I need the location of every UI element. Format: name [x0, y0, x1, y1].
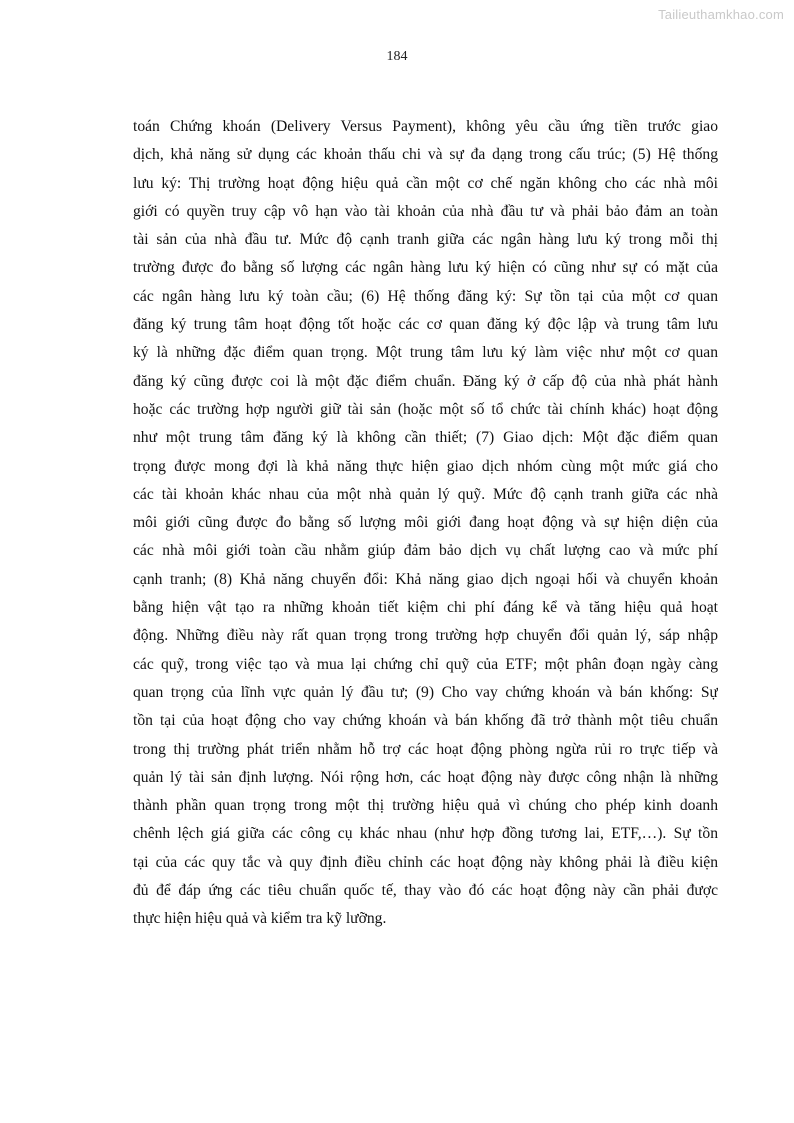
text-line: các quỹ, trong việc tạo và mua lại chứng chỉ quỹ của ETF; một phân đoạn ngày càng — [133, 655, 718, 673]
text-line: trọng được mong đợi là khả năng thực hiện giao dịch nhóm cùng một mức giá cho — [133, 457, 718, 475]
text-line: các nhà môi giới toàn cầu nhằm giúp đảm bảo dịch vụ chất lượng cao và mức phí — [133, 542, 718, 560]
text-line: toán Chứng khoán (Delivery Versus Payment), không yêu cầu ứng tiền trước giao — [133, 118, 718, 135]
text-line: quan trọng của lĩnh vực quản lý đầu tư; (9) Cho vay chứng khoán và bán khống: Sự — [133, 683, 718, 701]
text-line: cạnh tranh; (8) Khả năng chuyển đổi: Khả năng giao dịch ngoại hối và chuyển khoản — [133, 570, 718, 588]
text-line-last: thực hiện hiệu quả và kiểm tra kỹ lưỡng. — [133, 910, 387, 928]
text-line: tồn tại của hoạt động cho vay chứng khoán và bán khống đã trở thành một tiêu chuẩn — [133, 712, 718, 730]
text-line: đăng ký cũng được coi là một đặc điểm chuẩn. Đăng ký ở cấp độ của nhà phát hành — [133, 372, 718, 390]
text-line: lưu ký: Thị trường hoạt động hiệu quả cần một cơ chế ngăn không cho các nhà môi — [133, 174, 718, 192]
text-line: động. Những điều này rất quan trọng trong trường hợp chuyển đổi quản lý, sáp nhập — [133, 627, 718, 645]
text-line: thành phần quan trọng trong một thị trường hiệu quả vì chúng cho phép kinh doanh — [133, 797, 718, 815]
text-line: đăng ký trung tâm hoạt động tốt hoặc các cơ quan đăng ký độc lập và trung tâm lưu — [133, 316, 718, 334]
text-line: chênh lệch giá giữa các công cụ khác nhau (như hợp đồng tương lai, ETF,…). Sự tồn — [133, 825, 718, 843]
text-line: môi giới cũng được đo bằng số lượng môi giới đang hoạt động và sự hiện diện của — [133, 514, 718, 532]
text-line: như một trung tâm đăng ký là không cần thiết; (7) Giao dịch: Một đặc điểm quan — [133, 429, 718, 447]
body-paragraph — [133, 113, 718, 934]
text-line: hoặc các trường hợp người giữ tài sản (hoặc một số tổ chức tài chính khác) hoạt động — [133, 400, 718, 418]
text-line: tài sản của nhà đầu tư. Mức độ cạnh tranh giữa các ngân hàng lưu ký trong mỗi thị — [133, 231, 718, 249]
text-line: trường được đo bằng số lượng các ngân hàng lưu ký hiện có cũng như sự có mặt của — [133, 259, 718, 277]
text-line: giới có quyền truy cập vô hạn vào tài khoản của nhà đầu tư và phải bảo đảm an toàn — [133, 202, 718, 220]
text-line: dịch, khả năng sử dụng các khoản thấu chi và sự đa dạng trong cấu trúc; (5) Hệ thống — [133, 146, 718, 164]
text-line: ký là những đặc điểm quan trọng. Một trung tâm lưu ký làm việc như một cơ quan — [133, 344, 718, 362]
watermark-text: Tailieuthamkhao.com — [658, 7, 784, 22]
text-line: tại của các quy tắc và quy định điều chỉnh các hoạt động này không phải là điều kiện — [133, 853, 718, 871]
text-line: các ngân hàng lưu ký toàn cầu; (6) Hệ thống đăng ký: Sự tồn tại của một cơ quan — [133, 287, 718, 305]
page-number: 184 — [386, 49, 408, 64]
text-line: quản lý tài sản định lượng. Nói rộng hơn, các hoạt động này được công nhận là những — [133, 768, 718, 786]
text-line: các tài khoản khác nhau của một nhà quản lý quỹ. Mức độ cạnh tranh giữa các nhà — [133, 485, 718, 503]
text-line: bằng hiện vật tạo ra những khoản tiết kiệm chi phí đáng kể và tăng hiệu quả hoạt — [133, 599, 718, 617]
text-line: trong thị trường phát triển nhằm hỗ trợ các hoạt động phòng ngừa rủi ro trực tiếp và — [133, 740, 718, 758]
text-line: đủ để đáp ứng các tiêu chuẩn quốc tế, thay vào đó các hoạt động này cần phải được — [133, 882, 718, 900]
